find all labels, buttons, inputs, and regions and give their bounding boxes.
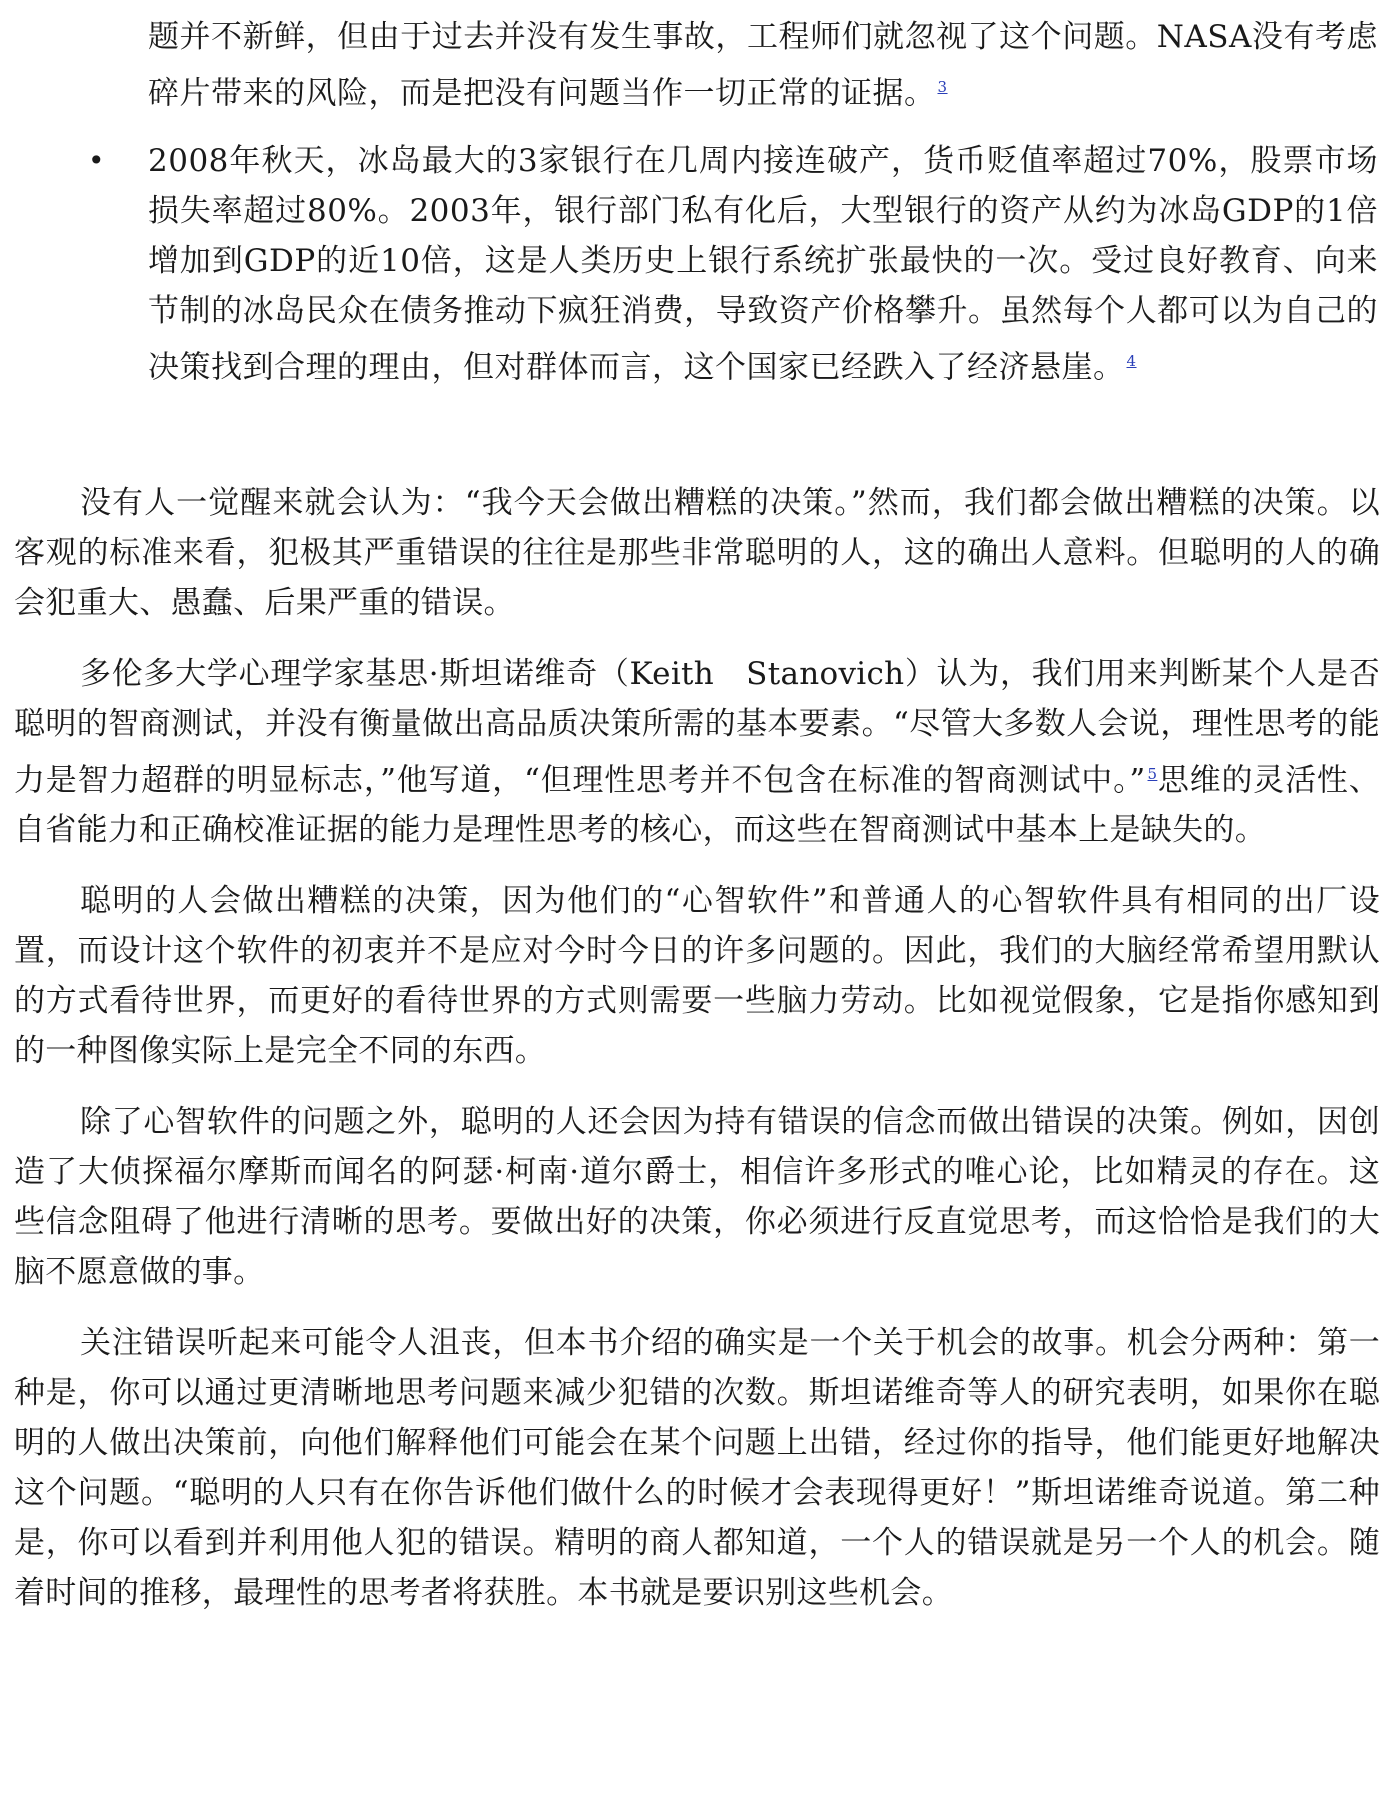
paragraph-text: 多伦多大学心理学家基思·斯坦诺维奇（Keith Stanovich）认为，我们用来判断某个人是否聪明的智商测试，并没有衡量做出高品质决策所需的基本要素。“尽管大多数人会说，理性思考的能力是智力超群的明显标志，”他写道，“但理性思考并不包含在标准的智商测试中。” <box>14 656 1380 799</box>
footnote-link-5[interactable]: 5 <box>1147 765 1158 783</box>
paragraph: 除了心智软件的问题之外，聪明的人还会因为持有错误的信念而做出错误的决策。例如，因创造了大侦探福尔摩斯而闻名的阿瑟·柯南·道尔爵士，相信许多形式的唯心论，比如精灵的存在。这些信念阻碍了他进行清晰的思考。要做出好的决策，你必须进行反直觉思考，而这恰恰是我们的大脑不愿意做的事。 <box>14 1104 1380 1291</box>
footnote-link-4[interactable]: 4 <box>1126 352 1137 371</box>
footnote-link-3[interactable]: 3 <box>937 78 948 96</box>
paragraph: 关注错误听起来可能令人沮丧，但本书介绍的确实是一个关于机会的故事。机会分两种：第一种是，你可以通过更清晰地思考问题来减少犯错的次数。斯坦诺维奇等人的研究表明，如果你在聪明的人做出决策前，向他们解释他们可能会在某个问题上出错，经过你的指导，他们能更好地解决这个问题。“聪明的人只有在你告诉他们做什么的时候才会表现得更好！”斯坦诺维奇说道。第二种是，你可以看到并利用他人犯的错误。精明的商人都知道，一个人的错误就是另一个人的机会。随着时间的推移，最理性的思考者将获胜。本书就是要识别这些机会。 <box>14 1325 1380 1612</box>
paragraph-text: 思维的灵活性、自省能力和正确校准证据的能力是理性思考的核心，而这些在智商测试中基本上是缺失的。 <box>14 762 1380 849</box>
paragraph: 没有人一觉醒来就会认为：“我今天会做出糟糕的决策。”然而，我们都会做出糟糕的决策。以客观的标准来看，犯极其严重错误的往往是那些非常聪明的人，这的确出人意料。但聪明的人的确会犯重大、愚蠢、后果严重的错误。 <box>14 485 1380 621</box>
bullet-list <box>0 0 1391 393</box>
bullet-text: 题并不新鲜，但由于过去并没有发生事故，工程师们就忽视了这个问题。NASA没有考虑碎片带来的风险，而是把没有问题当作一切正常的证据。 <box>148 19 1378 112</box>
paragraph <box>14 649 1380 855</box>
bullet-item-iceland <box>0 136 1378 392</box>
bullet-item-continued <box>0 12 1378 118</box>
paragraph: 聪明的人会做出糟糕的决策，因为他们的“心智软件”和普通人的心智软件具有相同的出厂设置，而设计这个软件的初衷并不是应对今时今日的许多问题的。因此，我们的大脑经常希望用默认的方式看待世界，而更好的看待世界的方式则需要一些脑力劳动。比如视觉假象，它是指你感知到的一种图像实际上是完全不同的东西。 <box>14 883 1380 1070</box>
bullet-text: 2008年秋天，冰岛最大的3家银行在几周内接连破产，货币贬值率超过70%，股票市场损失率超过80%。2003年，银行部门私有化后，大型银行的资产从约为冰岛GDP的1倍增加到GDP的近10倍，这是人类历史上银行系统扩张最快的一次。受过良好教育、向来节制的冰岛民众在债务推动下疯狂消费，导致资产价格攀升。虽然每个人都可以为自己的决策找到合理的理由，但对群体而言，这个国家已经跌入了经济悬崖。 <box>148 143 1378 386</box>
bullet-marker: • <box>88 144 106 178</box>
body-text <box>14 478 1380 1639</box>
